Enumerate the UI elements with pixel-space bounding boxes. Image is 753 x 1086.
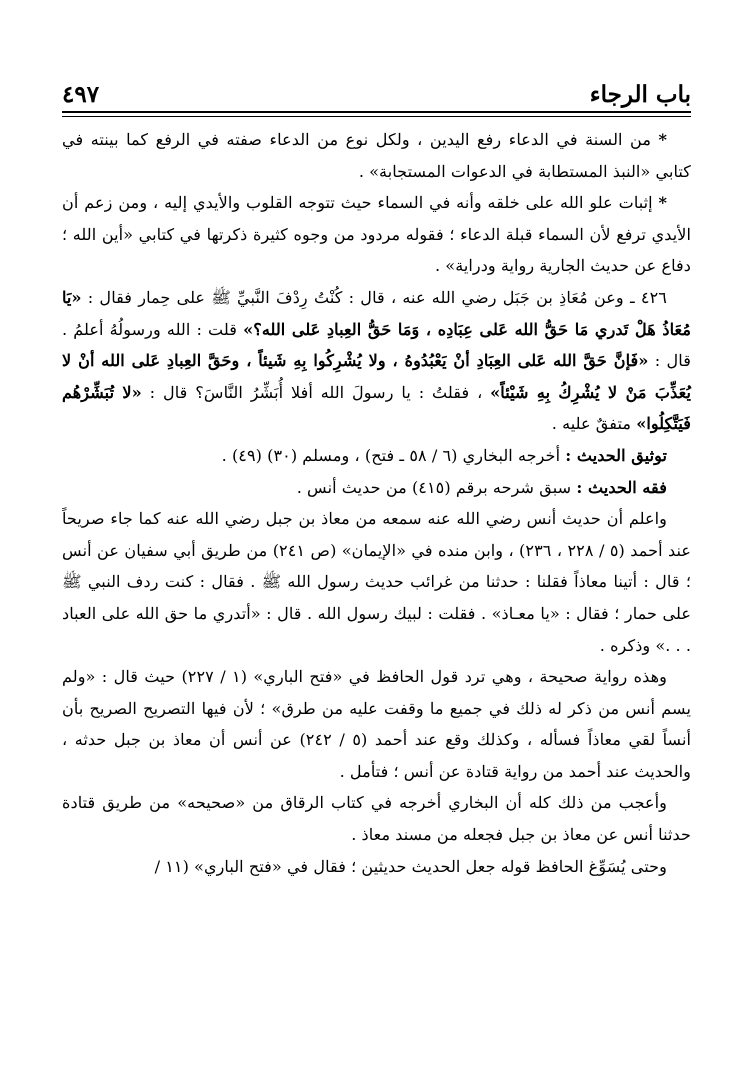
takhrij-label: توثيق الحديث :: [565, 445, 667, 465]
prophet-quote: «يَا مُعَاذُ هَلْ تَدري مَا حَقُّ الله عَلى عِبَادِه ، وَمَا حَقُّ العِبادِ عَلى الله؟»: [62, 287, 691, 339]
prophet-quote: «لا تُبَشِّرْهُم فَيَتَّكِلُوا»: [62, 382, 691, 434]
bullet-star: *: [658, 193, 667, 213]
page-body: [62, 124, 691, 882]
paragraph-allah-above: [62, 187, 691, 282]
paragraph-text: إثبات علو الله على خلقه وأنه في السماء حيث تتوجه القلوب والأيدي إليه ، ومن زعم أن الأيدي ترفع لأن السماء قبلة الدعاء ؛ فقوله مردود من وجوه كثيرة ذكرتها في كتابي «أين الله ؛ دفاع عن حديث الجارية رواية ودراية» .: [62, 193, 691, 276]
fiqh-line: [62, 472, 691, 504]
hadith-text: ٤٢٦ ـ وعن مُعَاذِ بن جَبَل رضي الله عنه ، قال : كُنْتُ رِدْفَ النَّبيِّ ﷺ على حِمار فقال :: [81, 287, 667, 307]
takhrij-line: [62, 440, 691, 472]
hadith-text: قلت : الله ورسولُهُ أعلمُ . قال :: [62, 319, 691, 371]
hadith-text: متفقٌ عليه .: [551, 414, 637, 434]
commentary-paragraph: واعلم أن حديث أنس رضي الله عنه سمعه من معاذ بن جبل رضي الله عنه كما جاء صريحاً عند أحمد (٥ / ٢٢٨ ، ٢٣٦) ، وابن منده في «الإيمان» (ص ٢٤١) من طريق أبي سفيان عن أنس ؛ قال : أتينا معاذاً فقلنا : حدثنا من غرائب حديث رسول الله ﷺ . فقال : كنت ردف النبي ﷺ على حمار ؛ فقال : «يا معـاذ» . فقلت : لبيك رسول الله . قال : «أتدري ما حق الله على العباد . . .» وذكره .: [62, 509, 692, 655]
fiqh-text: سبق شرحه برقم (٤١٥) من حديث أنس .: [296, 477, 577, 497]
page-header: [62, 72, 691, 108]
prophet-quote: «فَإنَّ حَقَّ الله عَلى العِبَادِ أنْ يَعْبُدُوهُ ، ولا يُشْرِكُوا بِهِ شَيئاً ، وحَقَّ العِبادِ عَلى الله أنْ لا يُعَذِّبَ مَنْ لا يُشْرِكُ بِهِ شَيْئاً»: [62, 351, 691, 402]
commentary-paragraph: وهذه رواية صحيحة ، وهي ترد قول الحافظ في «فتح الباري» (١ / ٢٢٧) حيث قال : «ولم يسم أنس من ذكر له ذلك في جميع ما وقفت عليه من طرق» ؛ لأن فيها التصريح الصريح بأن أنساً لقي معاذاً فسأله ، وكذلك وقع عند أحمد (٥ / ٢٤٢) عن أنس أن معاذ بن جبل حدثه ، والحديث عند أحمد من رواية قتادة عن أنس ؛ فتأمل .: [62, 667, 692, 781]
takhrij-text: أخرجه البخاري (٦ / ٥٨ ـ فتح) ، ومسلم (٣٠) (٤٩) .: [221, 445, 566, 465]
paragraph-text: من السنة في الدعاء رفع اليدين ، ولكل نوع من الدعاء صفته في الرفع كما بينته في كتابي «النبذ المستطابة في الدعوات المستجابة» .: [62, 130, 691, 181]
fiqh-label: فقه الحديث :: [576, 477, 667, 497]
paragraph-raise-hands: [62, 124, 691, 187]
hadith-426: [62, 282, 691, 440]
header-rule: [62, 111, 691, 117]
commentary-paragraph: وأعجب من ذلك كله أن البخاري أخرجه في كتاب الرقاق من «صحيحه» من طريق قتادة حدثنا أنس عن معاذ بن جبل فجعله من مسند معاذ .: [62, 793, 691, 845]
page-number: ٤٩٧: [62, 81, 100, 108]
commentary-paragraph: وحتى يُسَوِّغ الحافظ قوله جعل الحديث حديثين ؛ فقال في «فتح الباري» (١١ /: [154, 856, 667, 876]
hadith-text: ، فقلتُ : يا رسولَ الله أفلا أُبَشِّرُ النَّاسَ؟ قال :: [141, 382, 491, 402]
bullet-star: *: [658, 130, 667, 149]
chapter-title: باب الرجاء: [589, 81, 691, 108]
